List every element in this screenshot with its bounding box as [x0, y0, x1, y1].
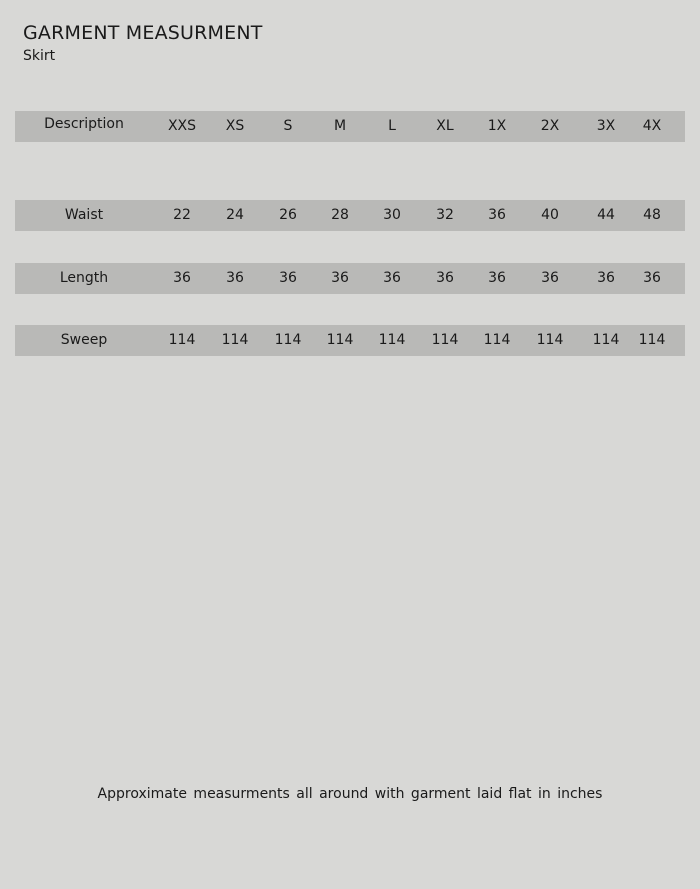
measurement-value: 36: [488, 270, 506, 286]
measurement-value: 26: [279, 207, 297, 223]
measurement-value: 48: [643, 207, 661, 223]
measurement-value: 114: [221, 332, 249, 348]
measurement-value: 114: [483, 332, 511, 348]
measurement-value: 36: [331, 270, 349, 286]
table-row: [15, 325, 685, 356]
measurement-value: 36: [597, 270, 615, 286]
size-header: 4X: [642, 118, 662, 134]
size-header: 1X: [487, 118, 507, 134]
measurement-value: 114: [431, 332, 459, 348]
measurement-value: 44: [597, 207, 615, 223]
measurement-value: 114: [638, 332, 666, 348]
measurement-value: 36: [279, 270, 297, 286]
size-header: XL: [436, 118, 454, 134]
measurement-value: 36: [436, 270, 454, 286]
footer-note: Approximate measurments all around with garment laid flat in inches: [97, 786, 603, 802]
table-row: [15, 263, 685, 294]
measurement-value: 114: [326, 332, 354, 348]
row-label: Length: [59, 270, 109, 286]
measurement-value: 30: [383, 207, 401, 223]
measurement-value: 28: [331, 207, 349, 223]
page-title: GARMENT MEASURMENT: [23, 22, 263, 44]
measurement-value: 114: [168, 332, 196, 348]
measurement-value: 36: [541, 270, 559, 286]
row-label: Waist: [64, 207, 104, 223]
measurement-value: 22: [173, 207, 191, 223]
measurement-value: 40: [541, 207, 559, 223]
size-header: L: [388, 118, 396, 134]
size-header: S: [283, 118, 293, 134]
size-header: M: [333, 118, 347, 134]
size-header: 3X: [596, 118, 616, 134]
measurement-value: 114: [592, 332, 620, 348]
measurement-value: 36: [643, 270, 661, 286]
measurement-value: 36: [383, 270, 401, 286]
measurement-value: 114: [274, 332, 302, 348]
table-row: [15, 200, 685, 231]
measurement-value: 36: [488, 207, 506, 223]
measurement-value: 36: [226, 270, 244, 286]
description-header: Description: [44, 116, 124, 132]
measurement-value: 114: [378, 332, 406, 348]
size-header: XS: [225, 118, 245, 134]
measurement-value: 32: [436, 207, 454, 223]
measurement-value: 114: [536, 332, 564, 348]
garment-type: Skirt: [23, 48, 56, 64]
measurement-value: 24: [226, 207, 244, 223]
table-header-row: [15, 111, 685, 142]
size-header: XXS: [167, 118, 197, 134]
measurement-value: 36: [173, 270, 191, 286]
size-header: 2X: [540, 118, 560, 134]
row-label: Sweep: [60, 332, 108, 348]
